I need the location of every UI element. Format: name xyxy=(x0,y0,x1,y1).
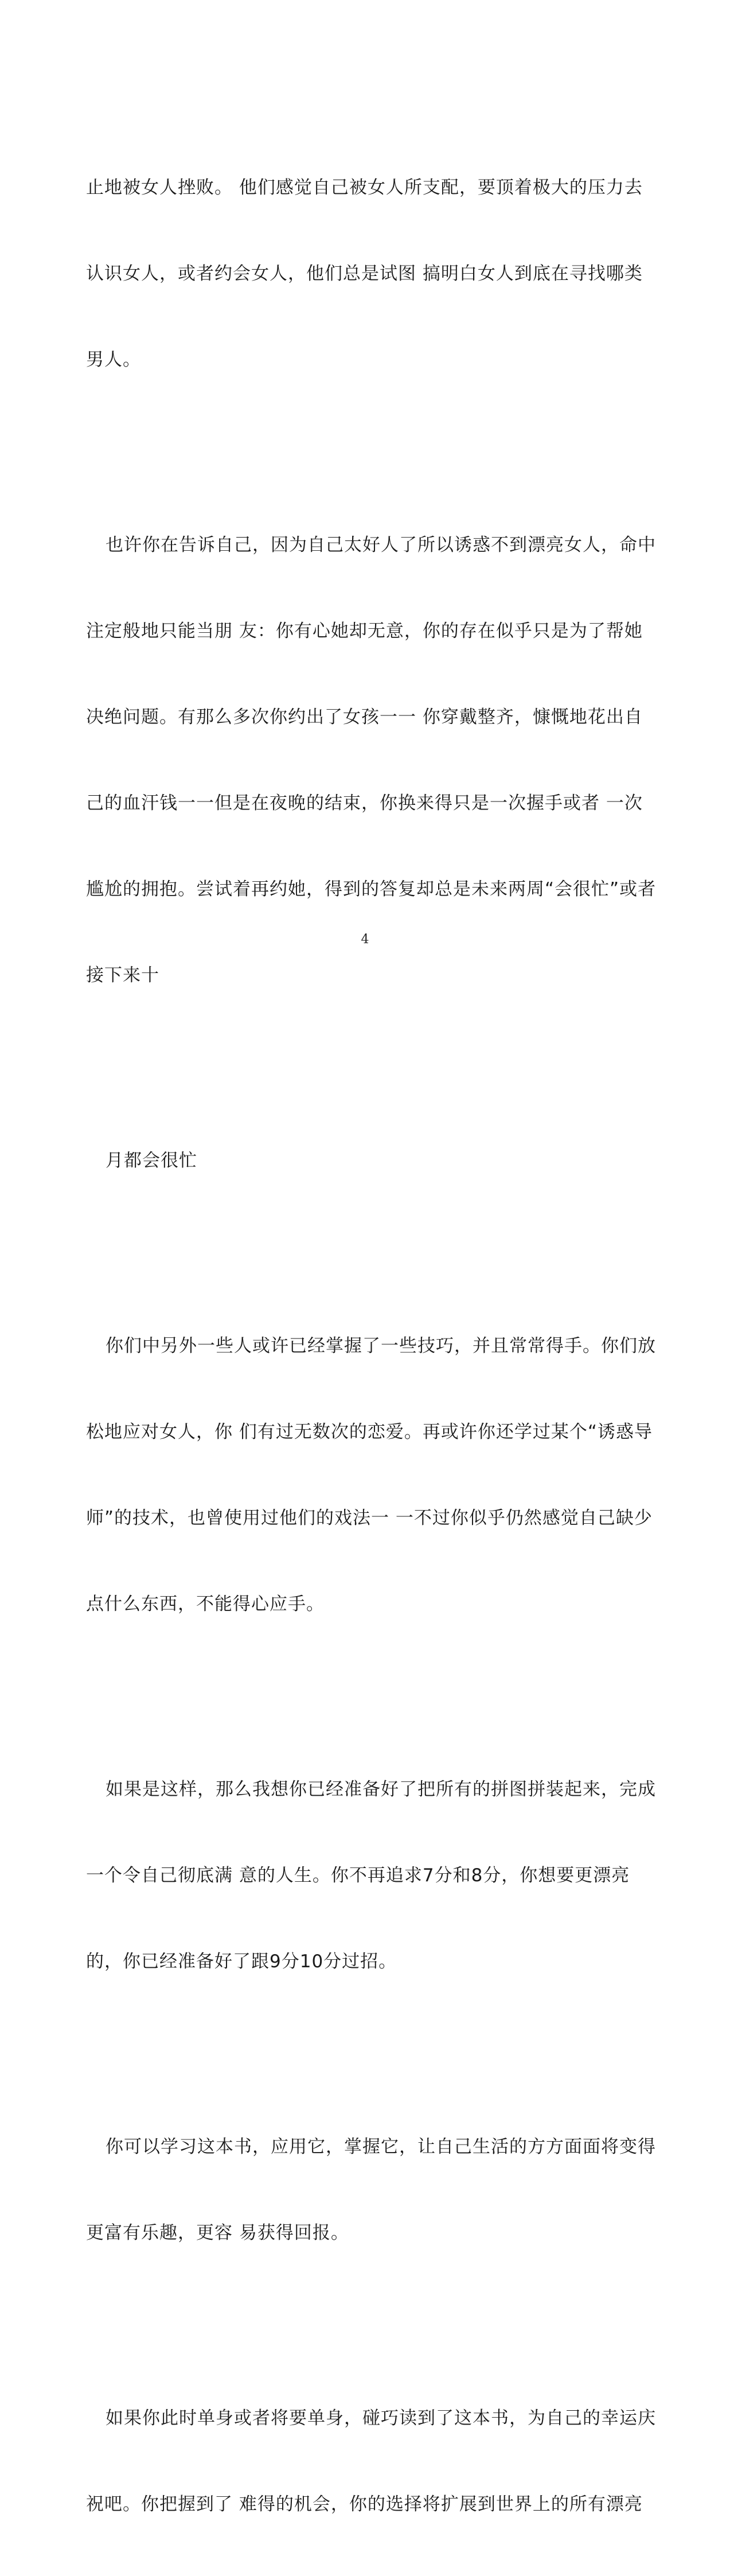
text-line: 松地应对女人，你 们有过无数次的恋爱。再或许你还学过某个“诱惑导 xyxy=(86,1422,653,1442)
text-line: 更富有乐趣，更容 易获得回报。 xyxy=(86,2223,349,2243)
paragraph-7 xyxy=(86,2347,656,2576)
paragraph-gap xyxy=(86,1676,648,1718)
text-line: 你们中另外一些人或许已经掌握了一些技巧，并且常常得手。你们放 xyxy=(106,1336,656,1356)
text-line: 男人。 xyxy=(86,349,141,370)
text-line: 你可以学习这本书，应用它，掌握它，让自己生活的方方面面将变得 xyxy=(106,2137,656,2157)
text-line: 止地被女人挫败。 他们感觉自己被女人所支配，要顶着极大的压力去 xyxy=(86,177,643,198)
text-line: 注定般地只能当朋 友：你有心她却无意，你的存在似乎只是为了帮她 xyxy=(86,621,643,641)
paragraph-gap xyxy=(86,431,648,473)
text-line: 祝吧。你把握到了 难得的机会，你的选择将扩展到世界上的所有漂亮 xyxy=(86,2494,643,2515)
paragraph-3 xyxy=(86,1089,648,1232)
text-line: 接下来十 xyxy=(86,965,159,986)
text-line: 认识女人，或者约会女人，他们总是试图 搞明白女人到底在寻找哪类 xyxy=(86,263,643,284)
paragraph-gap xyxy=(86,1047,648,1089)
text-line: 师”的技术，也曾使用过他们的戏法一 一不过你似乎仍然感觉自己缺少 xyxy=(86,1508,653,1528)
paragraph-4 xyxy=(86,1274,656,1676)
paragraph-6 xyxy=(86,2075,656,2305)
text-line: 己的血汗钱一一但是在夜晚的结束，你换来得只是一次握手或者 一次 xyxy=(86,793,643,814)
paragraph-1 xyxy=(86,116,648,431)
text-line: 尴尬的拥抱。尝试着再约她，得到的答复却总是未来两周“会很忙”或者 xyxy=(86,879,657,900)
paragraph-gap xyxy=(86,2305,648,2347)
body-text xyxy=(86,116,657,2576)
text-line: 如果你此时单身或者将要单身，碰巧读到了这本书，为自己的幸运庆 xyxy=(106,2408,656,2429)
page-number: 4 xyxy=(361,932,369,947)
paragraph-2 xyxy=(86,473,657,1047)
text-line: 月都会很忙 xyxy=(106,1150,197,1171)
paragraph-5 xyxy=(86,1718,656,2033)
text-line: 点什么东西，不能得心应手。 xyxy=(86,1594,325,1614)
text-line: 也许你在告诉自己，因为自己太好人了所以诱惑不到漂亮女人，命中 xyxy=(106,535,656,555)
text-line: 决绝问题。有那么多次你约出了女孩一一 你穿戴整齐，慷慨地花出自 xyxy=(86,707,643,727)
paragraph-gap xyxy=(86,2033,648,2075)
paragraph-gap xyxy=(86,1232,648,1274)
text-line: 的，你已经准备好了跟9分10分过招。 xyxy=(86,1951,397,1972)
text-line: 一个令自己彻底满 意的人生。你不再追求7分和8分，你想要更漂亮 xyxy=(86,1865,630,1886)
text-line: 如果是这样，那么我想你已经准备好了把所有的拼图拼装起来，完成 xyxy=(106,1779,656,1800)
